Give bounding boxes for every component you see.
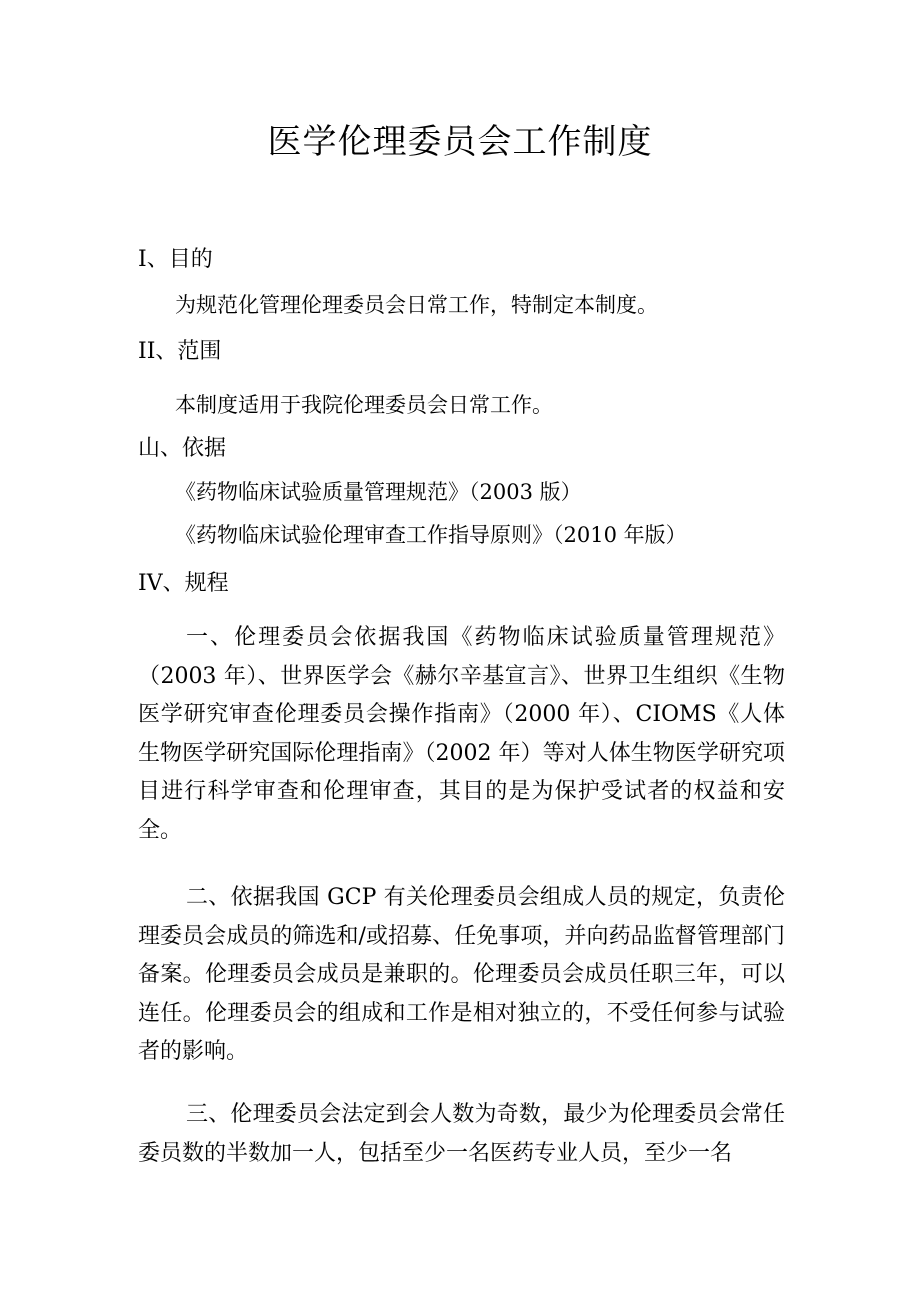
procedure-paragraph-2: 二、依据我国 GCP 有关伦理委员会组成人员的规定，负责伦理委员会成员的筛选和/或招募、任免事项，并向药品监督管理部门备案。伦理委员会成员是兼职的。伦理委员会成员任职三年，可以连任。伦理委员会的组成和工作是相对独立的，不受任何参与试验者的影响。 [138,885,785,1064]
page-title: 医学伦理委员会工作制度 [267,122,653,162]
scope-text: 本制度适用于我院伦理委员会日常工作。 [175,393,553,417]
basis-reference-2: 《药物临床试验伦理审查工作指导原则》（2010 年版） [175,523,687,547]
purpose-text: 为规范化管理伦理委员会日常工作，特制定本制度。 [175,293,658,317]
procedure-paragraph-1: 一、伦理委员会依据我国《药物临床试验质量管理规范》（2003 年）、世界医学会《赫尔辛基宣言》、世界卫生组织《生物医学研究审查伦理委员会操作指南》（2000 年）、CIOMS《人体生物医学研究国际伦理指南》（2002 年）等对人体生物医学研究项目进行科学审查和伦理审查，其目的是为保护受试者的权益和安全。 [138,625,785,843]
section-heading-scope: II、范围 [138,339,222,364]
procedure-paragraph-3: 三、伦理委员会法定到会人数为奇数，最少为伦理委员会常任委员数的半数加一人，包括至少一名医药专业人员，至少一名 [138,1102,785,1166]
section-heading-purpose: I、目的 [138,247,213,272]
section-heading-basis: 山、依据 [138,436,227,461]
basis-reference-1: 《药物临床试验质量管理规范》（2003 版） [175,480,582,504]
section-heading-procedure: IV、规程 [138,571,229,596]
